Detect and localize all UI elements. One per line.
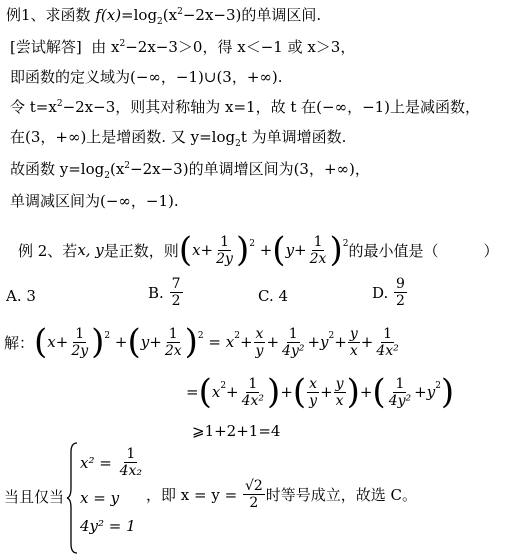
step4-text: 在(3，+∞)上是增函数. 又 y=log [10,128,236,146]
example1-title: 例1、求函数 [6,6,91,24]
step3-post: −2x−3，则其对称轴为 x=1，故 t 在(−∞，−1)上是减函数， [62,98,481,116]
paren-open: ( [272,230,286,270]
try-label: [尝试解答] [10,38,82,56]
log-base: 2 [157,17,163,27]
option-c: C. 4 [258,287,289,305]
option-d-label: D. [372,283,389,302]
step2-line: 即函数的定义域为(−∞，−1)∪(3，+∞). [10,68,283,86]
step3-pre: 令 t=x [10,98,57,116]
var-x: x [192,241,201,259]
cond1-frac: $\frac{1}{\text{4x₂}}$ [119,446,143,479]
try-line [10,38,355,59]
log-base: 2 [104,171,110,181]
option-b-label: B. [148,283,164,302]
left-brace [66,442,78,554]
step1-post: −2x−3＞0，得 x＜−1 或 x＞3， [125,38,356,56]
example1-title-line [6,6,321,27]
square-exp: 2 [342,239,349,249]
option-b-frac: $\frac{7}{2}$ [171,276,181,309]
step5-line [10,160,370,181]
square-exp: 2 [249,239,255,249]
step3-line [10,98,480,119]
frac-1-2x: $\frac{1}{2x}$ [309,233,327,267]
log-base: 2 [235,139,241,149]
q-post: 的最小值是（ ） [348,241,499,260]
step5-pre: 故函数 y=log [10,160,105,178]
option-b [148,276,184,309]
paren-close: ) [329,230,343,270]
condition-3: 4y² = 1 [80,517,136,535]
square-exp: 2 [177,7,183,17]
step6-line: 单调减区间为(−∞，−1). [10,192,179,210]
function-arg: (x [162,6,178,24]
function-name: f(x) [95,6,122,24]
solution-line-3: ⩾1+2+1=4 [192,422,281,440]
solution-label: 解： [4,333,35,352]
square-exp: 2 [124,161,131,171]
conclusion-pre: ，即 x = y = [146,486,238,504]
solution-line-1: 解： ( x + $\frac{1}{2y}$ ) 2 + ( y + $\frac{1}{2x}$ ) 2 = x 2 + $\frac{x}{y}$ + $\frac{1}{\text{4y²}}$ + y 2 + $\frac{y}{x}$ + $\frac{1}{\text{4x²}}$ [4,322,399,362]
q-pre: 例 2、若 [18,241,78,260]
step1-pre: 由 x [91,38,120,56]
q-mid: 是正数，则 [103,241,179,260]
solution-line-2: = ( x 2 + $\frac{1}{\text{4x²}}$ ) + ( $\frac{x}{y}$ + $\frac{y}{x}$ ) + ( $\frac{1}{\text{4y²}}$ + y 2 ) [186,372,455,412]
conclusion [146,478,417,511]
condition-label: 当且仅当 [4,488,65,506]
option-d-frac: $\frac{9}{2}$ [396,276,405,309]
step5-post: −2x−3)的单调增区间为(3，+∞)， [130,160,370,178]
example2-question: 例 2、若 x, y 是正数，则 ( x + $\frac{1}{2y}$ ) 2 + ( y + $\frac{1}{2x}$ ) 2 的最小值是（ ） [18,230,499,270]
option-d [372,276,408,309]
square-exp: 2 [119,39,126,49]
paren-close: ) [235,230,250,270]
step4-post: t 为单调增函数. [240,128,347,146]
conclusion-post: 时等号成立，故选 C。 [265,486,418,504]
function-arg-rest: −2x−3)的单调区间. [182,6,322,24]
cond1-lhs: x² = [80,453,112,472]
q-vars: x, y [77,241,104,259]
var-y: y [285,241,295,259]
step4-line [10,128,346,149]
option-a: A. 3 [6,287,36,305]
function-eq: =log [121,6,158,24]
condition-1 [80,446,145,479]
paren-open: ( [178,230,193,270]
step5-mid: (x [109,160,125,178]
sqrt2-over-2: $\frac{√2}{2}$ [244,478,263,511]
condition-2: x = y [80,489,120,507]
frac-1-2y: $\frac{1}{2y}$ [216,233,233,267]
square-exp: 2 [56,99,63,109]
